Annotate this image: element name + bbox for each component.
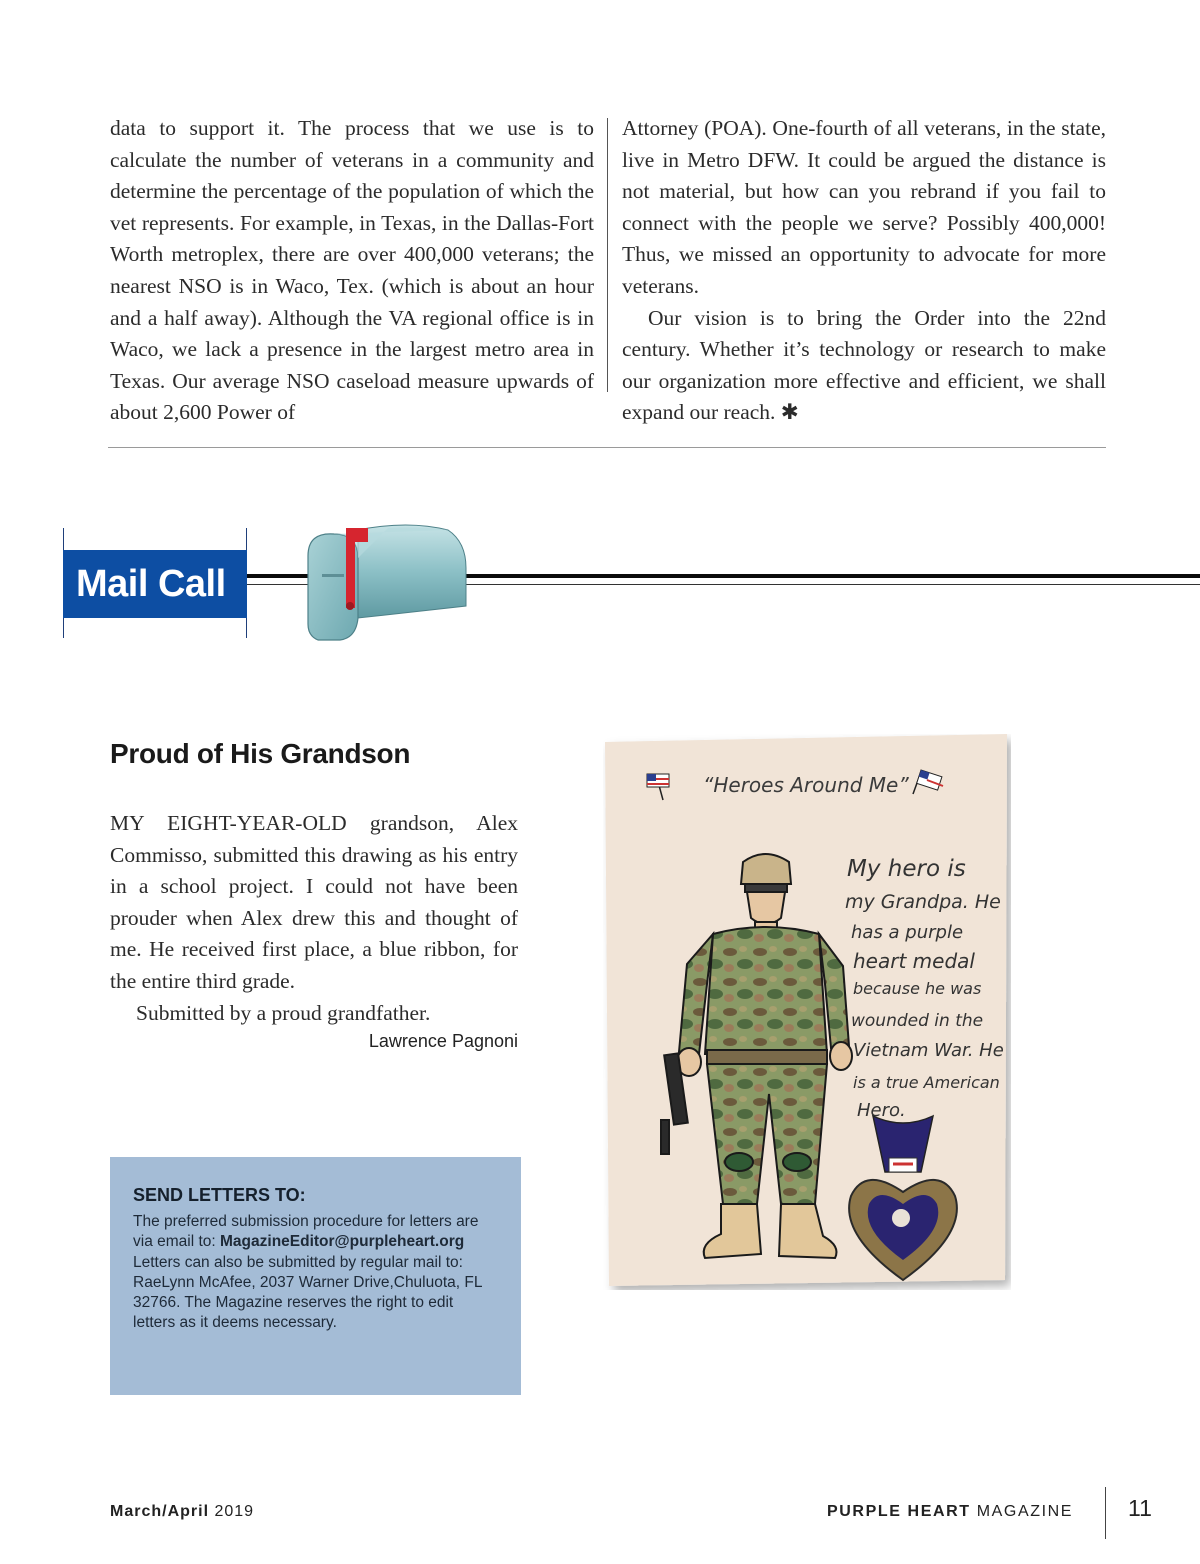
article-column-right <box>622 113 1106 429</box>
drawing-handwriting <box>845 856 1004 1121</box>
send-letters-box <box>110 1157 521 1395</box>
footer-issue-year: 2019 <box>209 1503 255 1520</box>
footer-issue-month: March/April <box>110 1503 210 1520</box>
send-letters-heading: SEND LETTERS TO: <box>133 1185 306 1205</box>
section-title: Mail Call <box>63 550 247 618</box>
mailbox-icon <box>298 520 472 644</box>
footer-issue <box>110 1503 254 1521</box>
article-paragraph: data to support it. The process that we use is to calculate the number of veterans in a community and determine the percentage of the population of which the vet represents. For example, in Texas, in the Dallas-Fort Worth metroplex, there are over 400,000 veterans; the nearest NSO is in Waco, Tex. (which is about an hour and a half away). Although the VA regional office is in Waco, we lack a presence in the largest metro area in Texas. Our average NSO caseload measure upwards of about 2,600 Power of <box>110 116 594 425</box>
drawing-line: My hero is <box>847 856 966 882</box>
footer-divider <box>1105 1487 1106 1539</box>
drawing-line: because he was <box>853 979 982 998</box>
article-paragraph: Our vision is to bring the Order into the 22nd century. Whether it’s technology or research to make our organization more effective and efficient, we shall expand our reach. ✱ <box>622 305 1106 425</box>
drawing-line: Hero. <box>857 1100 906 1121</box>
drawing-line: Vietnam War. He <box>853 1040 1004 1061</box>
drawing-heading: “Heroes Around Me” <box>703 773 909 797</box>
drawing-line: wounded in the <box>851 1011 984 1031</box>
drawing-line: heart medal <box>853 949 975 973</box>
footer-magazine <box>827 1503 1073 1521</box>
drawing-line: my Grandpa. He <box>845 891 1001 913</box>
column-divider <box>607 118 608 392</box>
letter-title: Proud of His Grandson <box>110 738 411 769</box>
letter-paragraph: MY EIGHT-YEAR-OLD grandson, Alex Commisso, submitted this drawing as his entry in a school project. I could not have been prouder when Alex drew this and thought of me. He received first place, a blue ribbon, for the entire third grade. <box>110 811 518 993</box>
email-link[interactable]: MagazineEditor@purpleheart.org <box>220 1233 465 1251</box>
letter-signature: Lawrence Pagnoni <box>368 1031 518 1051</box>
footer-magazine-rest: MAGAZINE <box>970 1503 1074 1520</box>
letter-closing: Submitted by a proud grandfather. <box>136 1000 431 1025</box>
article-column-left <box>110 113 594 429</box>
child-drawing <box>603 734 1011 1290</box>
section-divider <box>108 447 1106 448</box>
article-paragraph: Attorney (POA). One-fourth of all veterans, in the state, live in Metro DFW. It could be argued the distance is not material, but how can you rebrand if you fail to connect with the people we serve? Possibly 400,000! Thus, we missed an opportunity to advocate for more veterans. <box>622 116 1106 298</box>
letter-body <box>110 808 518 1029</box>
page-number: 11 <box>1128 1495 1152 1521</box>
send-text-part: Letters can also be submitted by regular mail to: RaeLynn McAfee, 2037 Warner Drive,Chuluota, FL 32766. The Magazine reserves the right to edit letters as it deems necessary. <box>133 1253 482 1332</box>
send-text-part: The preferred submission procedure for letters are via email to: <box>133 1213 479 1251</box>
drawing-line: is a true American <box>853 1073 1000 1092</box>
send-letters-text <box>133 1212 499 1334</box>
footer-magazine-bold: PURPLE HEART <box>827 1503 971 1520</box>
drawing-line: has a purple <box>851 922 964 943</box>
